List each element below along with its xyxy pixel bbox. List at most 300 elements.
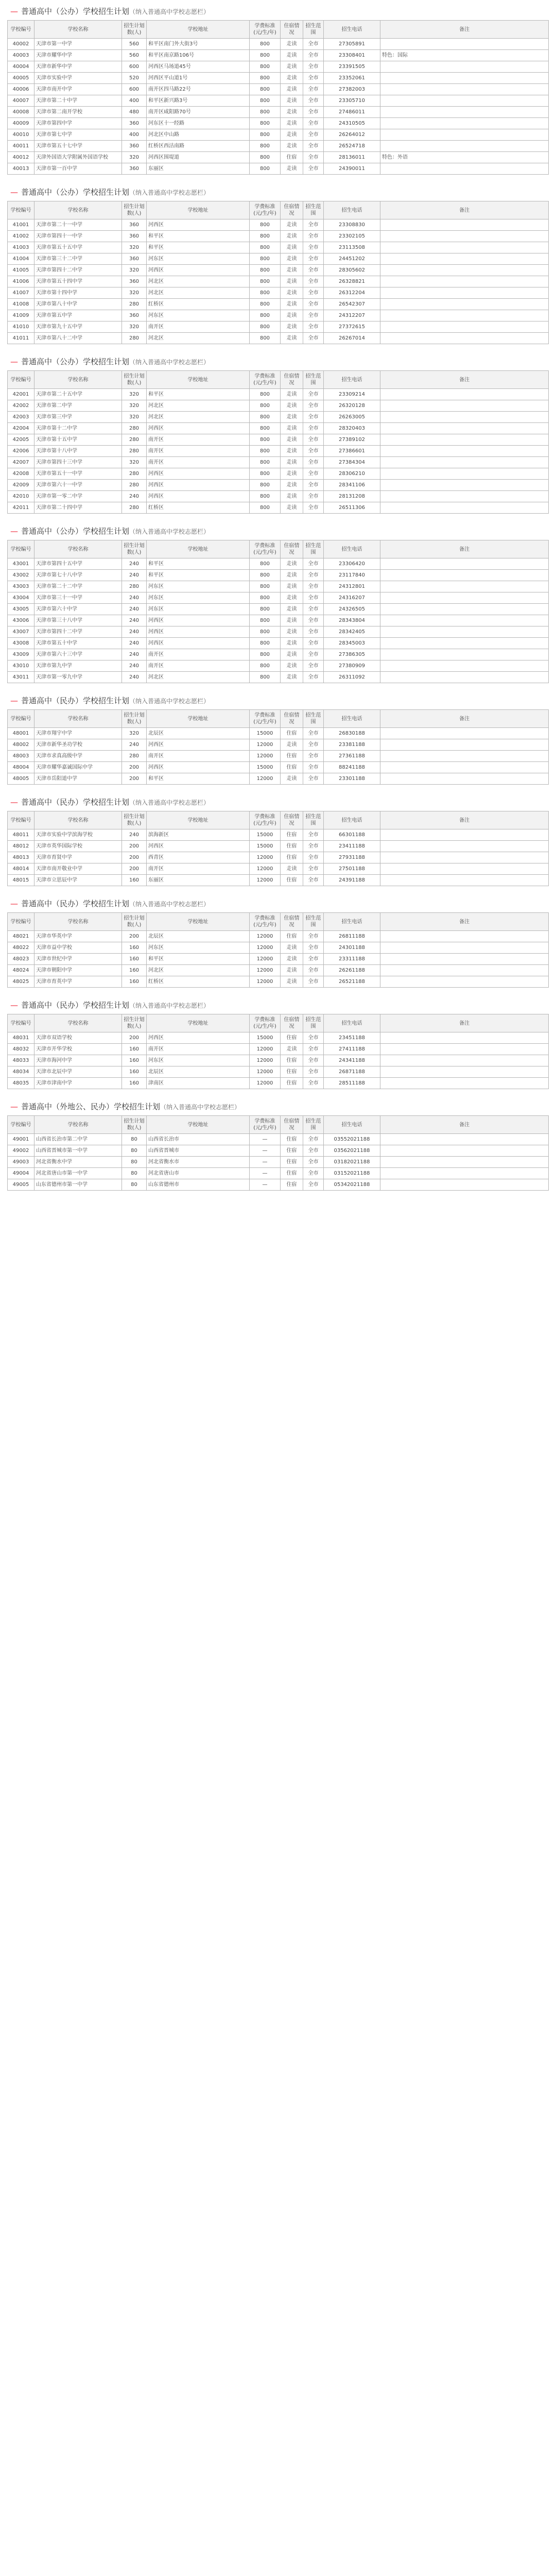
tuition-fee: 800 [250, 265, 281, 276]
contact-phone: 27305891 [324, 39, 380, 50]
school-code: 43008 [8, 638, 34, 649]
table-row [8, 310, 549, 321]
enrollment-area: 全市 [303, 581, 324, 592]
enrollment-area: 全市 [303, 863, 324, 875]
column-header: 学校编号 [8, 371, 34, 389]
remark [380, 129, 549, 141]
remark [380, 976, 549, 988]
school-code: 48035 [8, 1078, 34, 1089]
contact-phone: 23308830 [324, 219, 380, 231]
boarding-status: 住宿 [281, 1179, 303, 1191]
enrollment-area: 全市 [303, 1145, 324, 1157]
column-header: 招生计划数(人) [122, 710, 147, 728]
enrollment-plan: 280 [122, 434, 147, 446]
tuition-fee: 12000 [250, 739, 281, 751]
school-name: 天津市第五十一中学 [34, 468, 122, 480]
school-name: 天津市第五十四中学 [34, 276, 122, 287]
remark [380, 1134, 549, 1145]
contact-phone: 28136011 [324, 152, 380, 163]
school-address: 河东区 [147, 310, 250, 321]
tuition-fee: 800 [250, 253, 281, 265]
enrollment-area: 全市 [303, 219, 324, 231]
tuition-fee: 800 [250, 141, 281, 152]
boarding-status: 住宿 [281, 1078, 303, 1089]
boarding-status: 住宿 [281, 1032, 303, 1044]
enrollment-plan: 360 [122, 253, 147, 265]
section-title [7, 184, 549, 201]
school-name: 天津市南开中学 [34, 84, 122, 95]
section-6 [7, 895, 549, 988]
table-row [8, 321, 549, 333]
contact-phone: 26524718 [324, 141, 380, 152]
column-header: 住宿情况 [281, 201, 303, 219]
tuition-fee: 800 [250, 73, 281, 84]
contact-phone: 28320403 [324, 423, 380, 434]
column-header: 招生计划数(人) [122, 811, 147, 829]
boarding-status: 走读 [281, 570, 303, 581]
enrollment-plan: 400 [122, 95, 147, 107]
section-title-text: 普通高中（公办）学校招生计划 [21, 188, 130, 197]
school-address: 和平区新兴路3号 [147, 95, 250, 107]
table-row [8, 660, 549, 672]
enrollment-plan: 360 [122, 141, 147, 152]
section-1 [7, 184, 549, 344]
school-code: 41005 [8, 265, 34, 276]
contact-phone: 27501188 [324, 863, 380, 875]
dash-icon: — [10, 899, 18, 908]
school-address: 河西区 [147, 638, 250, 649]
boarding-status: 走读 [281, 976, 303, 988]
school-address: 河西区 [147, 491, 250, 502]
column-header: 学费标准(元/生/年) [250, 201, 281, 219]
enrollment-plan: 360 [122, 219, 147, 231]
enrollment-area: 全市 [303, 728, 324, 739]
school-name: 天津市第七十八中学 [34, 570, 122, 581]
school-name: 天津市第四十二中学 [34, 265, 122, 276]
enrollment-area: 全市 [303, 276, 324, 287]
school-code: 42008 [8, 468, 34, 480]
enrollment-plan: 240 [122, 592, 147, 604]
school-name: 天津市第八十中学 [34, 299, 122, 310]
column-header: 学校名称 [34, 540, 122, 558]
boarding-status: 走读 [281, 95, 303, 107]
column-header: 招生电话 [324, 540, 380, 558]
school-table [7, 709, 549, 785]
enrollment-plan: 200 [122, 841, 147, 852]
school-name: 天津市第九十五中学 [34, 321, 122, 333]
column-header: 招生范围 [303, 371, 324, 389]
section-title-text: 普通高中（民办）学校招生计划 [21, 798, 130, 807]
school-address: 山西省晋城市 [147, 1145, 250, 1157]
column-header: 招生范围 [303, 540, 324, 558]
table-row [8, 728, 549, 739]
section-2 [7, 353, 549, 514]
tuition-fee: 800 [250, 61, 281, 73]
remark [380, 965, 549, 976]
section-5 [7, 794, 549, 886]
enrollment-plan: 280 [122, 468, 147, 480]
section-subtitle: （纳入普通高中学校志愿栏） [129, 359, 210, 366]
school-code: 41002 [8, 231, 34, 242]
page [0, 3, 556, 1191]
table-row [8, 231, 549, 242]
table-row [8, 265, 549, 276]
tuition-fee: 800 [250, 672, 281, 683]
school-name: 天津市第五十七中学 [34, 141, 122, 152]
school-address: 河西区 [147, 480, 250, 491]
boarding-status: 走读 [281, 446, 303, 457]
boarding-status: 走读 [281, 287, 303, 299]
contact-phone: 26311092 [324, 672, 380, 683]
enrollment-area: 全市 [303, 570, 324, 581]
enrollment-area: 全市 [303, 333, 324, 344]
school-address: 河北区 [147, 672, 250, 683]
enrollment-plan: 160 [122, 875, 147, 886]
column-header: 备注 [380, 710, 549, 728]
tuition-fee: 800 [250, 400, 281, 412]
school-address: 河西区 [147, 626, 250, 638]
school-code: 42010 [8, 491, 34, 502]
boarding-status: 住宿 [281, 1157, 303, 1168]
tuition-fee: 12000 [250, 942, 281, 954]
remark [380, 638, 549, 649]
school-code: 41008 [8, 299, 34, 310]
column-header: 招生计划数(人) [122, 371, 147, 389]
boarding-status: 走读 [281, 626, 303, 638]
school-code: 48004 [8, 762, 34, 773]
enrollment-plan: 200 [122, 1032, 147, 1044]
enrollment-area: 全市 [303, 773, 324, 785]
boarding-status: 住宿 [281, 152, 303, 163]
contact-phone: 24301188 [324, 942, 380, 954]
school-address: 南开区 [147, 1044, 250, 1055]
school-name: 天津市第六十中学 [34, 604, 122, 615]
section-title [7, 523, 549, 540]
column-header: 备注 [380, 371, 549, 389]
school-address: 南开区 [147, 863, 250, 875]
enrollment-area: 全市 [303, 95, 324, 107]
contact-phone: 28342405 [324, 626, 380, 638]
tuition-fee: 800 [250, 50, 281, 61]
enrollment-area: 全市 [303, 310, 324, 321]
table-header-row [8, 201, 549, 219]
boarding-status: 走读 [281, 333, 303, 344]
table-header-row [8, 1014, 549, 1032]
section-4 [7, 692, 549, 785]
table-row [8, 95, 549, 107]
remark [380, 773, 549, 785]
column-header: 学费标准(元/生/年) [250, 710, 281, 728]
section-subtitle: （纳入普通高中学校志愿栏） [129, 189, 210, 196]
contact-phone: 03152021188 [324, 1168, 380, 1179]
contact-phone: 23117840 [324, 570, 380, 581]
table-row [8, 604, 549, 615]
school-code: 43007 [8, 626, 34, 638]
table-row [8, 1157, 549, 1168]
school-name: 天津市第一中学 [34, 39, 122, 50]
remark [380, 1044, 549, 1055]
column-header: 住宿情况 [281, 21, 303, 39]
contact-phone: 23306420 [324, 558, 380, 570]
school-address: 河北区 [147, 287, 250, 299]
remark [380, 829, 549, 841]
boarding-status: 住宿 [281, 841, 303, 852]
table-row [8, 400, 549, 412]
boarding-status: 走读 [281, 604, 303, 615]
tuition-fee: 800 [250, 423, 281, 434]
tuition-fee: 800 [250, 446, 281, 457]
table-row [8, 276, 549, 287]
contact-phone: 26320128 [324, 400, 380, 412]
remark [380, 276, 549, 287]
column-header: 招生范围 [303, 1116, 324, 1134]
table-row [8, 672, 549, 683]
enrollment-area: 全市 [303, 141, 324, 152]
contact-phone: 24312207 [324, 310, 380, 321]
school-name: 天津市第三十一中学 [34, 592, 122, 604]
remark [380, 942, 549, 954]
table-row [8, 965, 549, 976]
table-row [8, 739, 549, 751]
school-address: 河东区 [147, 604, 250, 615]
boarding-status: 走读 [281, 1044, 303, 1055]
enrollment-plan: 600 [122, 84, 147, 95]
section-3 [7, 523, 549, 683]
school-table [7, 1115, 549, 1191]
enrollment-area: 全市 [303, 1044, 324, 1055]
contact-phone: 27411188 [324, 1044, 380, 1055]
remark [380, 491, 549, 502]
tuition-fee: — [250, 1145, 281, 1157]
contact-phone: 23308401 [324, 50, 380, 61]
column-header: 学校地址 [147, 540, 250, 558]
tuition-fee: 12000 [250, 1078, 281, 1089]
contact-phone: 26511306 [324, 502, 380, 514]
contact-phone: 23305710 [324, 95, 380, 107]
school-name: 天津市第六十三中学 [34, 649, 122, 660]
tuition-fee: 800 [250, 287, 281, 299]
school-address: 河西区 [147, 219, 250, 231]
remark [380, 1055, 549, 1066]
column-header: 住宿情况 [281, 540, 303, 558]
table-row [8, 615, 549, 626]
school-address: 南开区 [147, 321, 250, 333]
boarding-status: 走读 [281, 954, 303, 965]
column-header: 备注 [380, 913, 549, 931]
school-name: 天津市南开敬业中学 [34, 863, 122, 875]
tuition-fee: 800 [250, 570, 281, 581]
remark [380, 875, 549, 886]
school-code: 42006 [8, 446, 34, 457]
school-code: 48002 [8, 739, 34, 751]
column-header: 学校地址 [147, 913, 250, 931]
table-row [8, 841, 549, 852]
school-name: 天津市第一百中学 [34, 163, 122, 175]
school-name: 天津市世纪中学 [34, 954, 122, 965]
boarding-status: 走读 [281, 615, 303, 626]
boarding-status: 走读 [281, 863, 303, 875]
contact-phone: 27361188 [324, 751, 380, 762]
tuition-fee: 12000 [250, 751, 281, 762]
enrollment-plan: 280 [122, 333, 147, 344]
tuition-fee: 15000 [250, 728, 281, 739]
school-name: 天津市第二十一中学 [34, 219, 122, 231]
remark [380, 954, 549, 965]
tuition-fee: 12000 [250, 1044, 281, 1055]
school-name: 天津市求真高级中学 [34, 751, 122, 762]
school-address: 南开区 [147, 751, 250, 762]
school-address: 和平区南门外大街3号 [147, 39, 250, 50]
boarding-status: 走读 [281, 163, 303, 175]
table-row [8, 954, 549, 965]
enrollment-area: 全市 [303, 1032, 324, 1044]
section-7 [7, 997, 549, 1089]
remark [380, 468, 549, 480]
school-address: 河西区 [147, 265, 250, 276]
column-header: 招生范围 [303, 21, 324, 39]
remark [380, 841, 549, 852]
section-0 [7, 3, 549, 175]
column-header: 招生范围 [303, 1014, 324, 1032]
column-header: 住宿情况 [281, 371, 303, 389]
table-header-row [8, 371, 549, 389]
enrollment-area: 全市 [303, 480, 324, 491]
contact-phone: 26267014 [324, 333, 380, 344]
remark [380, 231, 549, 242]
contact-phone: 27380909 [324, 660, 380, 672]
remark [380, 1157, 549, 1168]
enrollment-area: 全市 [303, 829, 324, 841]
tuition-fee: 800 [250, 276, 281, 287]
contact-phone: 23411188 [324, 841, 380, 852]
school-name: 天津市双语学校 [34, 1032, 122, 1044]
boarding-status: 住宿 [281, 751, 303, 762]
enrollment-area: 全市 [303, 1168, 324, 1179]
table-row [8, 875, 549, 886]
boarding-status: 走读 [281, 480, 303, 491]
tuition-fee: — [250, 1168, 281, 1179]
boarding-status: 走读 [281, 965, 303, 976]
column-header: 学校名称 [34, 21, 122, 39]
enrollment-area: 全市 [303, 39, 324, 50]
remark [380, 39, 549, 50]
remark [380, 265, 549, 276]
school-name: 山东省德州市第一中学 [34, 1179, 122, 1191]
boarding-status: 走读 [281, 84, 303, 95]
enrollment-plan: 160 [122, 1055, 147, 1066]
contact-phone: 88241188 [324, 762, 380, 773]
section-subtitle: （纳入普通高中学校志愿栏） [129, 1002, 210, 1009]
school-address: 和平区 [147, 389, 250, 400]
table-row [8, 39, 549, 50]
enrollment-plan: 80 [122, 1134, 147, 1145]
school-name: 天津市海河中学 [34, 1055, 122, 1066]
enrollment-plan: 280 [122, 480, 147, 491]
enrollment-area: 全市 [303, 626, 324, 638]
school-address: 津南区 [147, 1078, 250, 1089]
column-header: 备注 [380, 1116, 549, 1134]
enrollment-area: 全市 [303, 502, 324, 514]
remark [380, 434, 549, 446]
dash-icon: — [10, 696, 18, 705]
remark [380, 253, 549, 265]
enrollment-area: 全市 [303, 1078, 324, 1089]
school-code: 40007 [8, 95, 34, 107]
enrollment-area: 全市 [303, 389, 324, 400]
column-header: 学校名称 [34, 201, 122, 219]
remark [380, 84, 549, 95]
section-subtitle: （纳入普通高中学校志愿栏） [129, 8, 210, 15]
section-title [7, 794, 549, 811]
section-title-text: 普通高中（公办）学校招生计划 [21, 357, 130, 366]
enrollment-plan: 80 [122, 1179, 147, 1191]
enrollment-plan: 520 [122, 73, 147, 84]
section-subtitle: （纳入普通高中学校志愿栏） [129, 799, 210, 806]
tuition-fee: 15000 [250, 1032, 281, 1044]
tuition-fee: 800 [250, 219, 281, 231]
tuition-fee: 12000 [250, 863, 281, 875]
contact-phone: 24310505 [324, 118, 380, 129]
contact-phone: 26261188 [324, 965, 380, 976]
enrollment-area: 全市 [303, 604, 324, 615]
school-name: 天津市第六十一中学 [34, 480, 122, 491]
school-code: 49001 [8, 1134, 34, 1145]
school-code: 41003 [8, 242, 34, 253]
section-8 [7, 1098, 549, 1191]
school-address: 东丽区 [147, 875, 250, 886]
dash-icon: — [10, 527, 18, 536]
enrollment-area: 全市 [303, 558, 324, 570]
tuition-fee: 800 [250, 592, 281, 604]
school-code: 48001 [8, 728, 34, 739]
school-code: 43009 [8, 649, 34, 660]
column-header: 学校名称 [34, 1014, 122, 1032]
school-name: 天津市第五中学 [34, 310, 122, 321]
column-header: 学校编号 [8, 21, 34, 39]
school-code: 43011 [8, 672, 34, 683]
school-table [7, 20, 549, 175]
remark [380, 626, 549, 638]
contact-phone: 26263005 [324, 412, 380, 423]
tuition-fee: 800 [250, 310, 281, 321]
school-name: 天津市第十八中学 [34, 446, 122, 457]
boarding-status: 住宿 [281, 829, 303, 841]
school-address: 河东区 [147, 592, 250, 604]
school-address: 和平区 [147, 231, 250, 242]
boarding-status: 住宿 [281, 728, 303, 739]
enrollment-plan: 160 [122, 1066, 147, 1078]
column-header: 住宿情况 [281, 710, 303, 728]
school-code: 40012 [8, 152, 34, 163]
school-address: 东丽区 [147, 163, 250, 175]
tuition-fee: 800 [250, 434, 281, 446]
school-address: 河北省唐山市 [147, 1168, 250, 1179]
column-header: 学校编号 [8, 1116, 34, 1134]
contact-phone: 03552021188 [324, 1134, 380, 1145]
remark [380, 1145, 549, 1157]
remark [380, 863, 549, 875]
table-header-row [8, 710, 549, 728]
remark [380, 287, 549, 299]
column-header: 学费标准(元/生/年) [250, 811, 281, 829]
table-row [8, 219, 549, 231]
remark [380, 333, 549, 344]
remark [380, 412, 549, 423]
enrollment-plan: 200 [122, 762, 147, 773]
tuition-fee: 15000 [250, 829, 281, 841]
boarding-status: 走读 [281, 468, 303, 480]
remark [380, 457, 549, 468]
